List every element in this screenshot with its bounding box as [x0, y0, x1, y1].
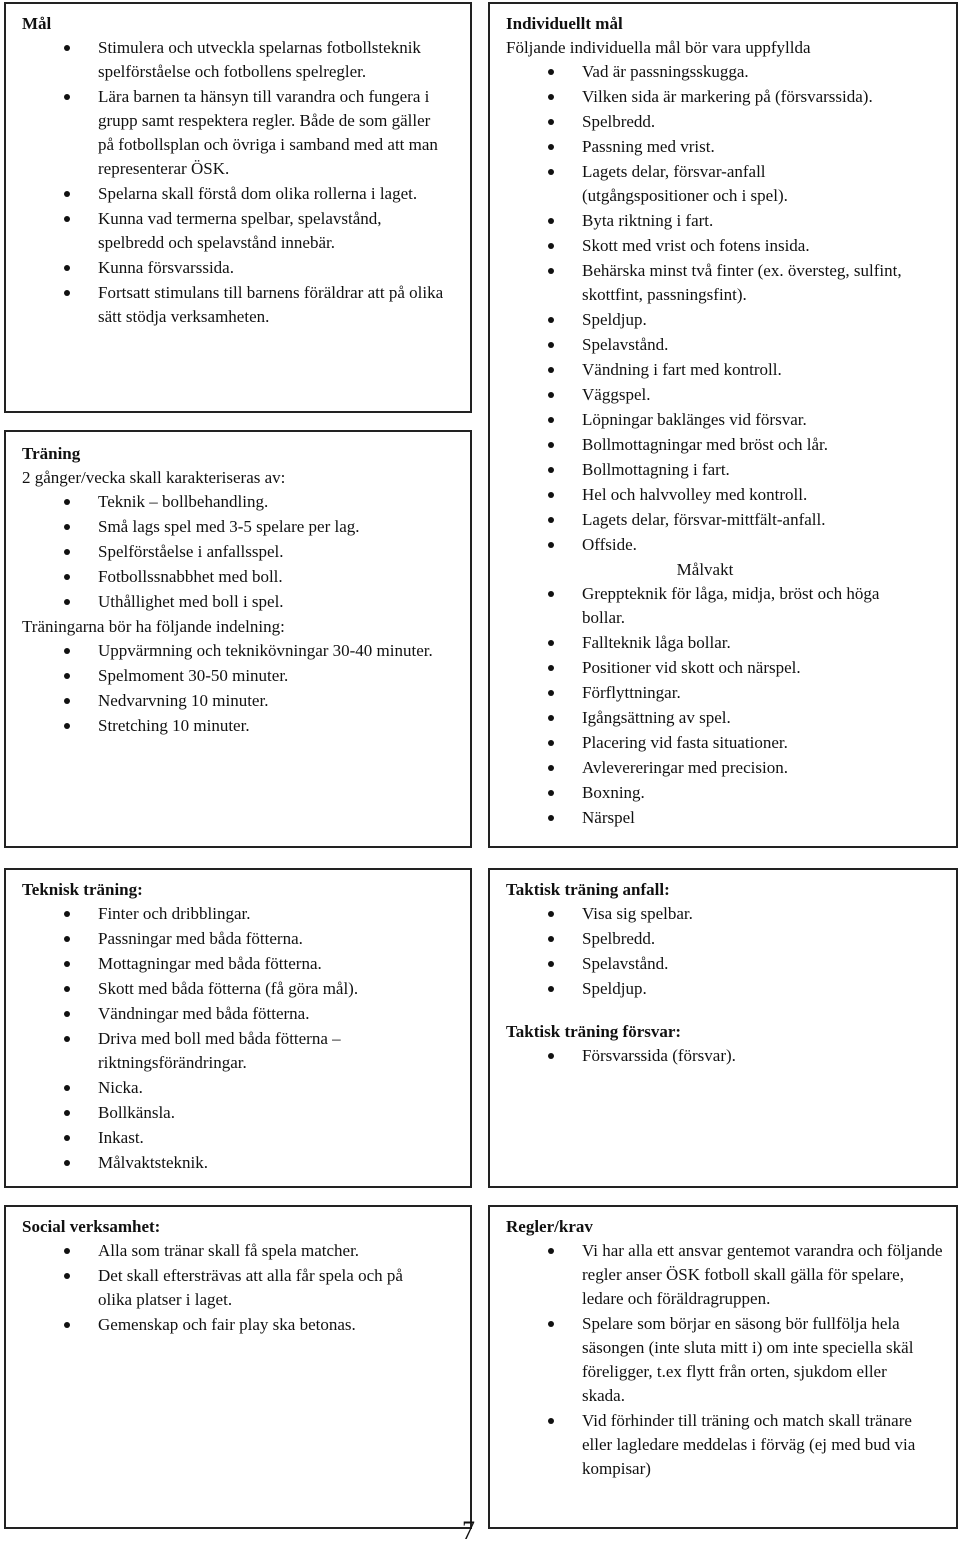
list-item: Kunna vad termerna spelbar, spelavstånd, spelbredd och spelavstånd innebär.	[22, 207, 458, 255]
teknisk-title: Teknisk träning:	[22, 880, 143, 899]
list-item: Offside.	[506, 533, 944, 557]
list-item: Skott med vrist och fotens insida.	[506, 234, 944, 258]
list-item: Uppvärmning och teknikövningar 30-40 minuter.	[22, 639, 458, 663]
list-item: Stimulera och utveckla spelarnas fotbollsteknik spelförståelse och fotbollens spelregler.	[22, 36, 458, 84]
list-item: Gemenskap och fair play ska betonas.	[22, 1313, 458, 1337]
list-item: Spelarna skall förstå dom olika rollerna i laget.	[22, 182, 458, 206]
list-item: Väggspel.	[506, 383, 944, 407]
list-item: Lära barnen ta hänsyn till varandra och fungera i grupp samt respektera regler. Både de som gäller på fotbollsplan och övriga i samband med att man representerar ÖSK.	[22, 85, 458, 181]
list-item: Spelavstånd.	[506, 952, 944, 976]
list-item: Nedvarvning 10 minuter.	[22, 689, 458, 713]
taktisk-forsvar-title: Taktisk träning försvar:	[506, 1022, 682, 1041]
individuellt-intro: Följande individuella mål bör vara uppfyllda	[506, 38, 811, 57]
malvakt-list	[506, 582, 944, 830]
teknisk-list	[22, 902, 458, 1175]
list-item: Fallteknik låga bollar.	[506, 631, 944, 655]
list-item: Byta riktning i fart.	[506, 209, 944, 233]
taktisk-box	[488, 868, 958, 1188]
list-item: Speldjup.	[506, 977, 944, 1001]
list-item: Förflyttningar.	[506, 681, 944, 705]
list-item: Visa sig spelbar.	[506, 902, 944, 926]
list-item: Kunna försvarssida.	[22, 256, 458, 280]
list-item: Lagets delar, försvar-mittfält-anfall.	[506, 508, 944, 532]
malvakt-title: Målvakt	[676, 560, 734, 579]
taktisk-forsvar-list	[506, 1044, 944, 1068]
list-item: Spelbredd.	[506, 110, 944, 134]
social-list	[22, 1239, 458, 1337]
list-item: Försvarssida (försvar).	[506, 1044, 944, 1068]
list-item: Vid förhinder till träning och match skall tränare eller lagledare meddelas i förväg (ej med bud via kompisar)	[506, 1409, 944, 1481]
list-item: Greppteknik för låga, midja, bröst och höga bollar.	[506, 582, 944, 630]
list-item: Uthållighet med boll i spel.	[22, 590, 458, 614]
list-item: Vändningar med båda fötterna.	[22, 1002, 458, 1026]
list-item: Spelmoment 30-50 minuter.	[22, 664, 458, 688]
list-item: Speldjup.	[506, 308, 944, 332]
list-item: Passningar med båda fötterna.	[22, 927, 458, 951]
list-item: Bollkänsla.	[22, 1101, 458, 1125]
mal-list	[22, 36, 458, 329]
list-item: Bollmottagningar med bröst och lår.	[506, 433, 944, 457]
list-item: Finter och dribblingar.	[22, 902, 458, 926]
list-item: Närspel	[506, 806, 944, 830]
list-item: Vilken sida är markering på (försvarssida).	[506, 85, 944, 109]
traning-box	[4, 430, 472, 848]
traning-indelning-intro: Träningarna bör ha följande indelning:	[22, 617, 285, 636]
section-gap	[506, 1002, 944, 1020]
list-item: Spelbredd.	[506, 927, 944, 951]
list-item: Bollmottagning i fart.	[506, 458, 944, 482]
list-item: Vändning i fart med kontroll.	[506, 358, 944, 382]
list-item: Inkast.	[22, 1126, 458, 1150]
list-item: Behärska minst två finter (ex. översteg, sulfint, skottfint, passningsfint).	[506, 259, 944, 307]
list-item: Löpningar baklänges vid försvar.	[506, 408, 944, 432]
list-item: Vad är passningsskugga.	[506, 60, 944, 84]
taktisk-anfall-title: Taktisk träning anfall:	[506, 880, 670, 899]
list-item: Passning med vrist.	[506, 135, 944, 159]
traning-list	[22, 490, 458, 614]
list-item: Det skall eftersträvas att alla får spela och på olika platser i laget.	[22, 1264, 458, 1312]
list-item: Hel och halvvolley med kontroll.	[506, 483, 944, 507]
page-number: 7	[462, 1516, 475, 1545]
list-item: Positioner vid skott och närspel.	[506, 656, 944, 680]
mal-box	[4, 2, 472, 413]
list-item: Fortsatt stimulans till barnens föräldrar att på olika sätt stödja verksamheten.	[22, 281, 458, 329]
indelning-list	[22, 639, 458, 738]
list-item: Målvaktsteknik.	[22, 1151, 458, 1175]
list-item: Teknik – bollbehandling.	[22, 490, 458, 514]
social-title: Social verksamhet:	[22, 1217, 161, 1236]
list-item: Mottagningar med båda fötterna.	[22, 952, 458, 976]
list-item: Fotbollssnabbhet med boll.	[22, 565, 458, 589]
individuellt-title: Individuellt mål	[506, 14, 623, 33]
traning-intro: 2 gånger/vecka skall karakteriseras av:	[22, 468, 286, 487]
teknisk-box	[4, 868, 472, 1188]
list-item: Igångsättning av spel.	[506, 706, 944, 730]
list-item: Driva med boll med båda fötterna – riktningsförändringar.	[22, 1027, 458, 1075]
list-item: Spelförståelse i anfallsspel.	[22, 540, 458, 564]
list-item: Placering vid fasta situationer.	[506, 731, 944, 755]
regler-list	[506, 1239, 944, 1481]
social-box	[4, 1205, 472, 1529]
list-item: Skott med båda fötterna (få göra mål).	[22, 977, 458, 1001]
list-item: Boxning.	[506, 781, 944, 805]
traning-title: Träning	[22, 444, 81, 463]
list-item: Alla som tränar skall få spela matcher.	[22, 1239, 458, 1263]
individuellt-box	[488, 2, 958, 848]
list-item: Nicka.	[22, 1076, 458, 1100]
list-item: Spelavstånd.	[506, 333, 944, 357]
regler-box	[488, 1205, 958, 1529]
list-item: Stretching 10 minuter.	[22, 714, 458, 738]
list-item: Vi har alla ett ansvar gentemot varandra och följande regler anser ÖSK fotboll skall gälla för spelare, ledare och föräldragruppen.	[506, 1239, 944, 1311]
individuellt-list	[506, 60, 944, 557]
regler-title: Regler/krav	[506, 1217, 593, 1236]
list-item: Spelare som börjar en säsong bör fullfölja hela säsongen (inte sluta mitt i) om inte speciella skäl föreligger, t.ex flytt från orten, sjukdom eller skada.	[506, 1312, 944, 1408]
taktisk-anfall-list	[506, 902, 944, 1001]
list-item: Små lags spel med 3-5 spelare per lag.	[22, 515, 458, 539]
list-item: Avlevereringar med precision.	[506, 756, 944, 780]
list-item: Lagets delar, försvar-anfall (utgångspositioner och i spel).	[506, 160, 944, 208]
mal-title: Mål	[22, 14, 52, 33]
